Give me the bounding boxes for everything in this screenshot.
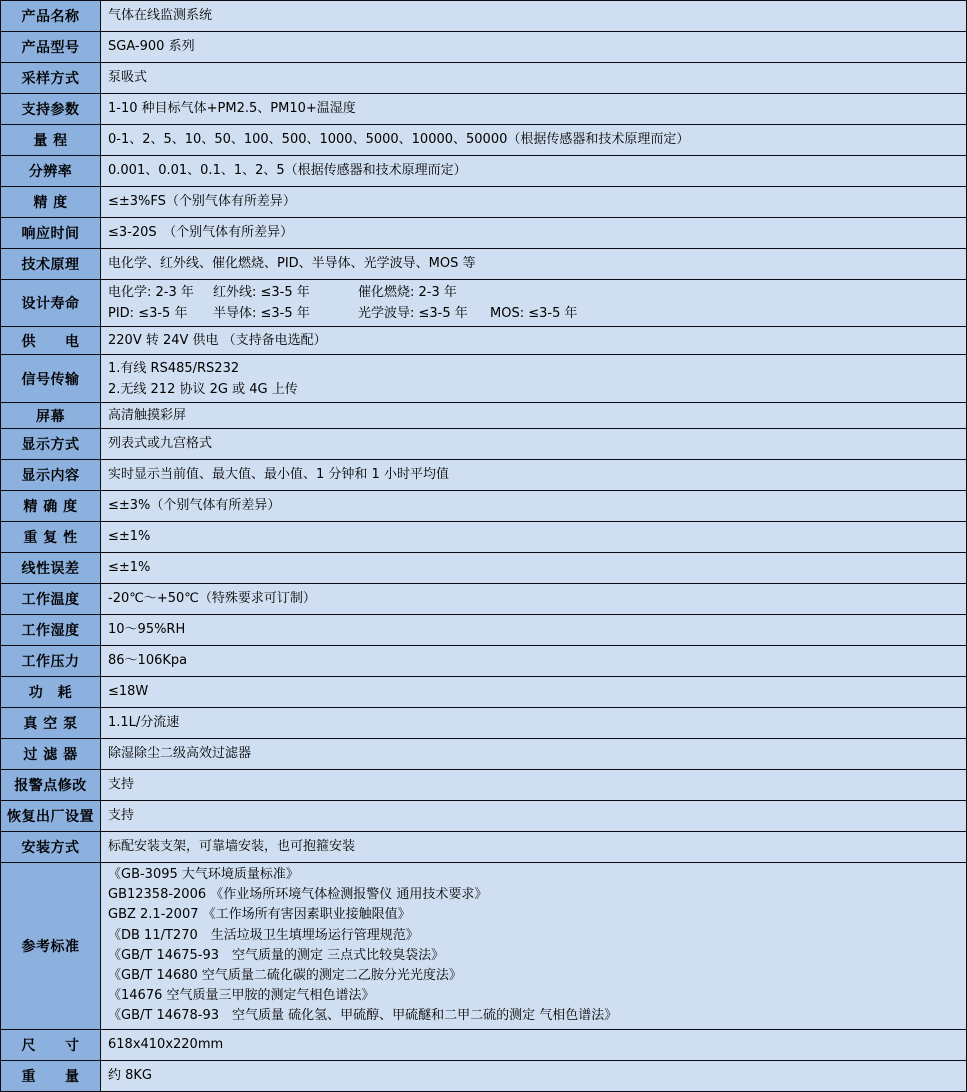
row-value: 86～106Kpa [101, 646, 967, 677]
standard-line-6: 《GB/T 14680 空气质量二硫化碳的测定二乙胺分光光度法》 [108, 968, 462, 984]
table-row-model [1, 32, 967, 63]
row-value: 0-1、2、5、10、50、100、500、1000、5000、10000、50000（根据传感器和技术原理而定） [101, 125, 967, 156]
table-row-technology [1, 249, 967, 280]
row-label: 功 耗 [1, 677, 101, 708]
row-value: SGA-900 系列 [101, 32, 967, 63]
row-value: ≤±1% [101, 522, 967, 553]
standard-line-7: 《14676 空气质量三甲胺的测定气相色谱法》 [108, 988, 375, 1004]
row-label: 信号传输 [1, 355, 101, 403]
table-row-precision [1, 491, 967, 522]
life-mos: MOS: ≤3-5 年 [490, 306, 578, 321]
table-row-power-supply [1, 327, 967, 355]
table-row-operating-temperature [1, 584, 967, 615]
table-row-operating-pressure [1, 646, 967, 677]
row-value: 10～95%RH [101, 615, 967, 646]
row-value [101, 280, 967, 327]
table-row-design-life [1, 280, 967, 327]
row-label: 显示内容 [1, 460, 101, 491]
row-label: 响应时间 [1, 218, 101, 249]
table-row-range [1, 125, 967, 156]
life-electrochemical: 电化学: 2-3 年 [108, 285, 194, 300]
row-value: 泵吸式 [101, 63, 967, 94]
design-life-line-1 [108, 282, 958, 303]
row-value: 电化学、红外线、催化燃烧、PID、半导体、光学波导、MOS 等 [101, 249, 967, 280]
row-value: 除湿除尘二级高效过滤器 [101, 739, 967, 770]
table-row-parameters [1, 94, 967, 125]
table-row-factory-reset [1, 801, 967, 832]
row-value: ≤±1% [101, 553, 967, 584]
row-value: 约 8KG [101, 1060, 967, 1091]
row-value: 列表式或九宫格式 [101, 429, 967, 460]
row-label: 产品型号 [1, 32, 101, 63]
table-row-filter [1, 739, 967, 770]
table-row-screen [1, 403, 967, 429]
table-row-product-name [1, 1, 967, 32]
row-value: 高清触摸彩屏 [101, 403, 967, 429]
row-label: 供 电 [1, 327, 101, 355]
life-optical: 光学波导: ≤3-5 年 [358, 306, 468, 321]
table-row-response-time [1, 218, 967, 249]
signal-line-1: 1.有线 RS485/RS232 [108, 360, 240, 376]
row-label: 线性误差 [1, 553, 101, 584]
standard-line-3: GBZ 2.1-2007 《工作场所有害因素职业接触限值》 [108, 907, 411, 923]
row-label: 分辨率 [1, 156, 101, 187]
row-value: ≤3-20S （个别气体有所差异） [101, 218, 967, 249]
table-row-display-content [1, 460, 967, 491]
row-value: 支持 [101, 770, 967, 801]
signal-line-2: 2.无线 212 协议 2G 或 4G 上传 [108, 381, 298, 397]
row-value: 220V 转 24V 供电 （支持备电选配） [101, 327, 967, 355]
standard-line-8: 《GB/T 14678-93 空气质量 硫化氢、甲硫醇、甲硫醚和二甲二硫的测定 气相色谱法》 [108, 1008, 618, 1024]
row-label: 安装方式 [1, 832, 101, 863]
table-row-operating-humidity [1, 615, 967, 646]
row-label: 真 空 泵 [1, 708, 101, 739]
table-row-installation [1, 832, 967, 863]
row-value [101, 863, 967, 1030]
standard-line-2: GB12358-2006 《作业场所环境气体检测报警仪 通用技术要求》 [108, 887, 488, 903]
row-label: 工作湿度 [1, 615, 101, 646]
row-label: 量 程 [1, 125, 101, 156]
row-label: 技术原理 [1, 249, 101, 280]
table-row-weight [1, 1060, 967, 1091]
table-row-signal-transmission [1, 355, 967, 403]
row-label: 重 量 [1, 1060, 101, 1091]
standard-line-4: 《DB 11/T270 生活垃圾卫生填埋场运行管理规范》 [108, 927, 419, 943]
table-row-repeatability [1, 522, 967, 553]
row-value: ≤18W [101, 677, 967, 708]
table-row-power-consumption [1, 677, 967, 708]
row-value: 支持 [101, 801, 967, 832]
row-value: -20℃～+50℃（特殊要求可订制） [101, 584, 967, 615]
row-label: 支持参数 [1, 94, 101, 125]
table-row-reference-standards [1, 863, 967, 1030]
row-label: 精 确 度 [1, 491, 101, 522]
table-row-dimensions [1, 1029, 967, 1060]
row-value: 1.1L/分流速 [101, 708, 967, 739]
row-label: 产品名称 [1, 1, 101, 32]
row-label: 采样方式 [1, 63, 101, 94]
row-value: ≤±3%（个别气体有所差异） [101, 491, 967, 522]
row-value: 标配安装支架，可靠墙安装，也可抱箍安装 [101, 832, 967, 863]
row-value: ≤±3%FS（个别气体有所差异） [101, 187, 967, 218]
standard-line-5: 《GB/T 14675-93 空气质量的测定 三点式比较臭袋法》 [108, 947, 445, 963]
table-row-accuracy [1, 187, 967, 218]
table-row-linearity-error [1, 553, 967, 584]
row-label: 精 度 [1, 187, 101, 218]
row-value: 气体在线监测系统 [101, 1, 967, 32]
row-label: 参考标准 [1, 863, 101, 1030]
row-label: 设计寿命 [1, 280, 101, 327]
standard-line-1: 《GB-3095 大气环境质量标准》 [108, 867, 299, 882]
row-label: 屏幕 [1, 403, 101, 429]
life-infrared: 红外线: ≤3-5 年 [213, 285, 310, 300]
row-label: 恢复出厂设置 [1, 801, 101, 832]
table-row-display-mode [1, 429, 967, 460]
row-value: 618x410x220mm [101, 1029, 967, 1060]
table-row-alarm-point [1, 770, 967, 801]
row-value: 实时显示当前值、最大值、最小值、1 分钟和 1 小时平均值 [101, 460, 967, 491]
row-label: 尺 寸 [1, 1029, 101, 1060]
table-row-vacuum-pump [1, 708, 967, 739]
design-life-line-2 [108, 303, 958, 324]
row-label: 工作温度 [1, 584, 101, 615]
table-row-sampling [1, 63, 967, 94]
row-label: 重 复 性 [1, 522, 101, 553]
row-value [101, 355, 967, 403]
row-value: 0.001、0.01、0.1、1、2、5（根据传感器和技术原理而定） [101, 156, 967, 187]
life-catalytic: 催化燃烧: 2-3 年 [358, 285, 457, 300]
table-row-resolution [1, 156, 967, 187]
row-value: 1-10 种目标气体+PM2.5、PM10+温湿度 [101, 94, 967, 125]
life-pid: PID: ≤3-5 年 [108, 306, 188, 321]
row-label: 显示方式 [1, 429, 101, 460]
life-semiconductor: 半导体: ≤3-5 年 [213, 306, 310, 321]
row-label: 报警点修改 [1, 770, 101, 801]
row-label: 工作压力 [1, 646, 101, 677]
row-label: 过 滤 器 [1, 739, 101, 770]
